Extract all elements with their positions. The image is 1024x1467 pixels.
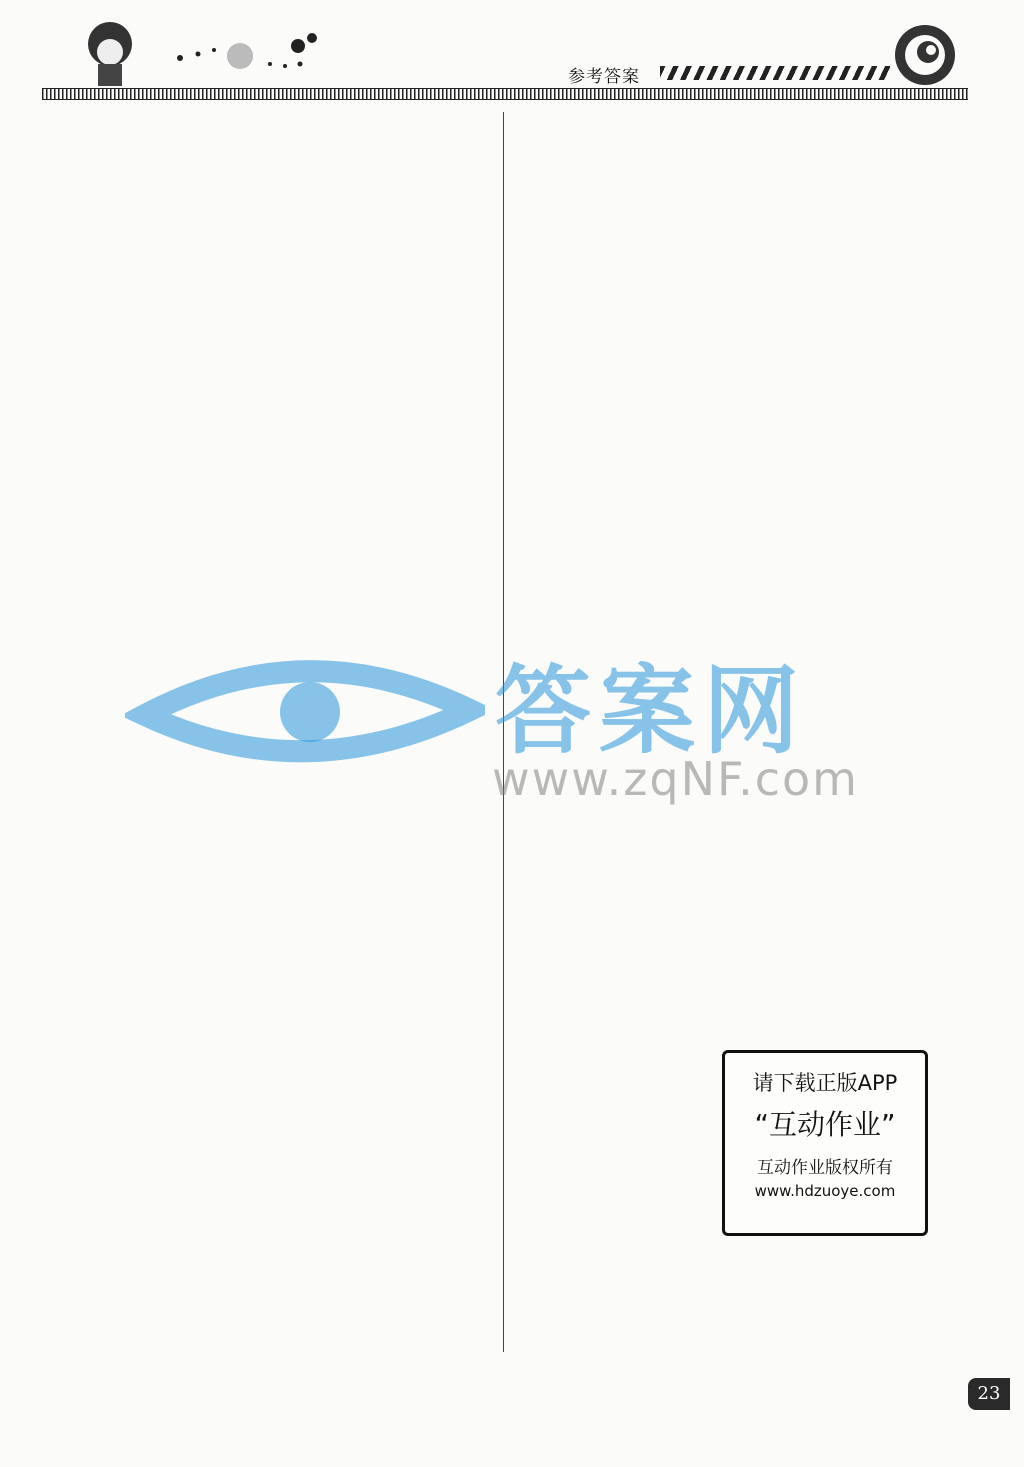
mascot-decoration-icon bbox=[60, 0, 440, 100]
watermark-url: www.zqNF.com bbox=[492, 752, 859, 806]
swirl-logo-icon bbox=[890, 20, 960, 90]
header-title: 参考答案 bbox=[568, 67, 640, 87]
header-rule bbox=[42, 88, 968, 100]
watermark-text: 答案网 bbox=[495, 655, 807, 767]
watermark-eye-logo-icon bbox=[125, 640, 485, 790]
stamp-line-3: 互动作业版权所有 bbox=[757, 1158, 893, 1178]
page-number: 23 bbox=[968, 1378, 1010, 1410]
stamp-line-1: 请下载正版APP bbox=[752, 1071, 898, 1095]
stamp-line-2: “互动作业” bbox=[754, 1108, 896, 1141]
page-header bbox=[0, 0, 1024, 110]
header-hatch-decoration bbox=[660, 66, 890, 80]
stamp-line-4: www.hdzuoye.com bbox=[754, 1182, 896, 1200]
copyright-stamp bbox=[722, 1050, 928, 1236]
